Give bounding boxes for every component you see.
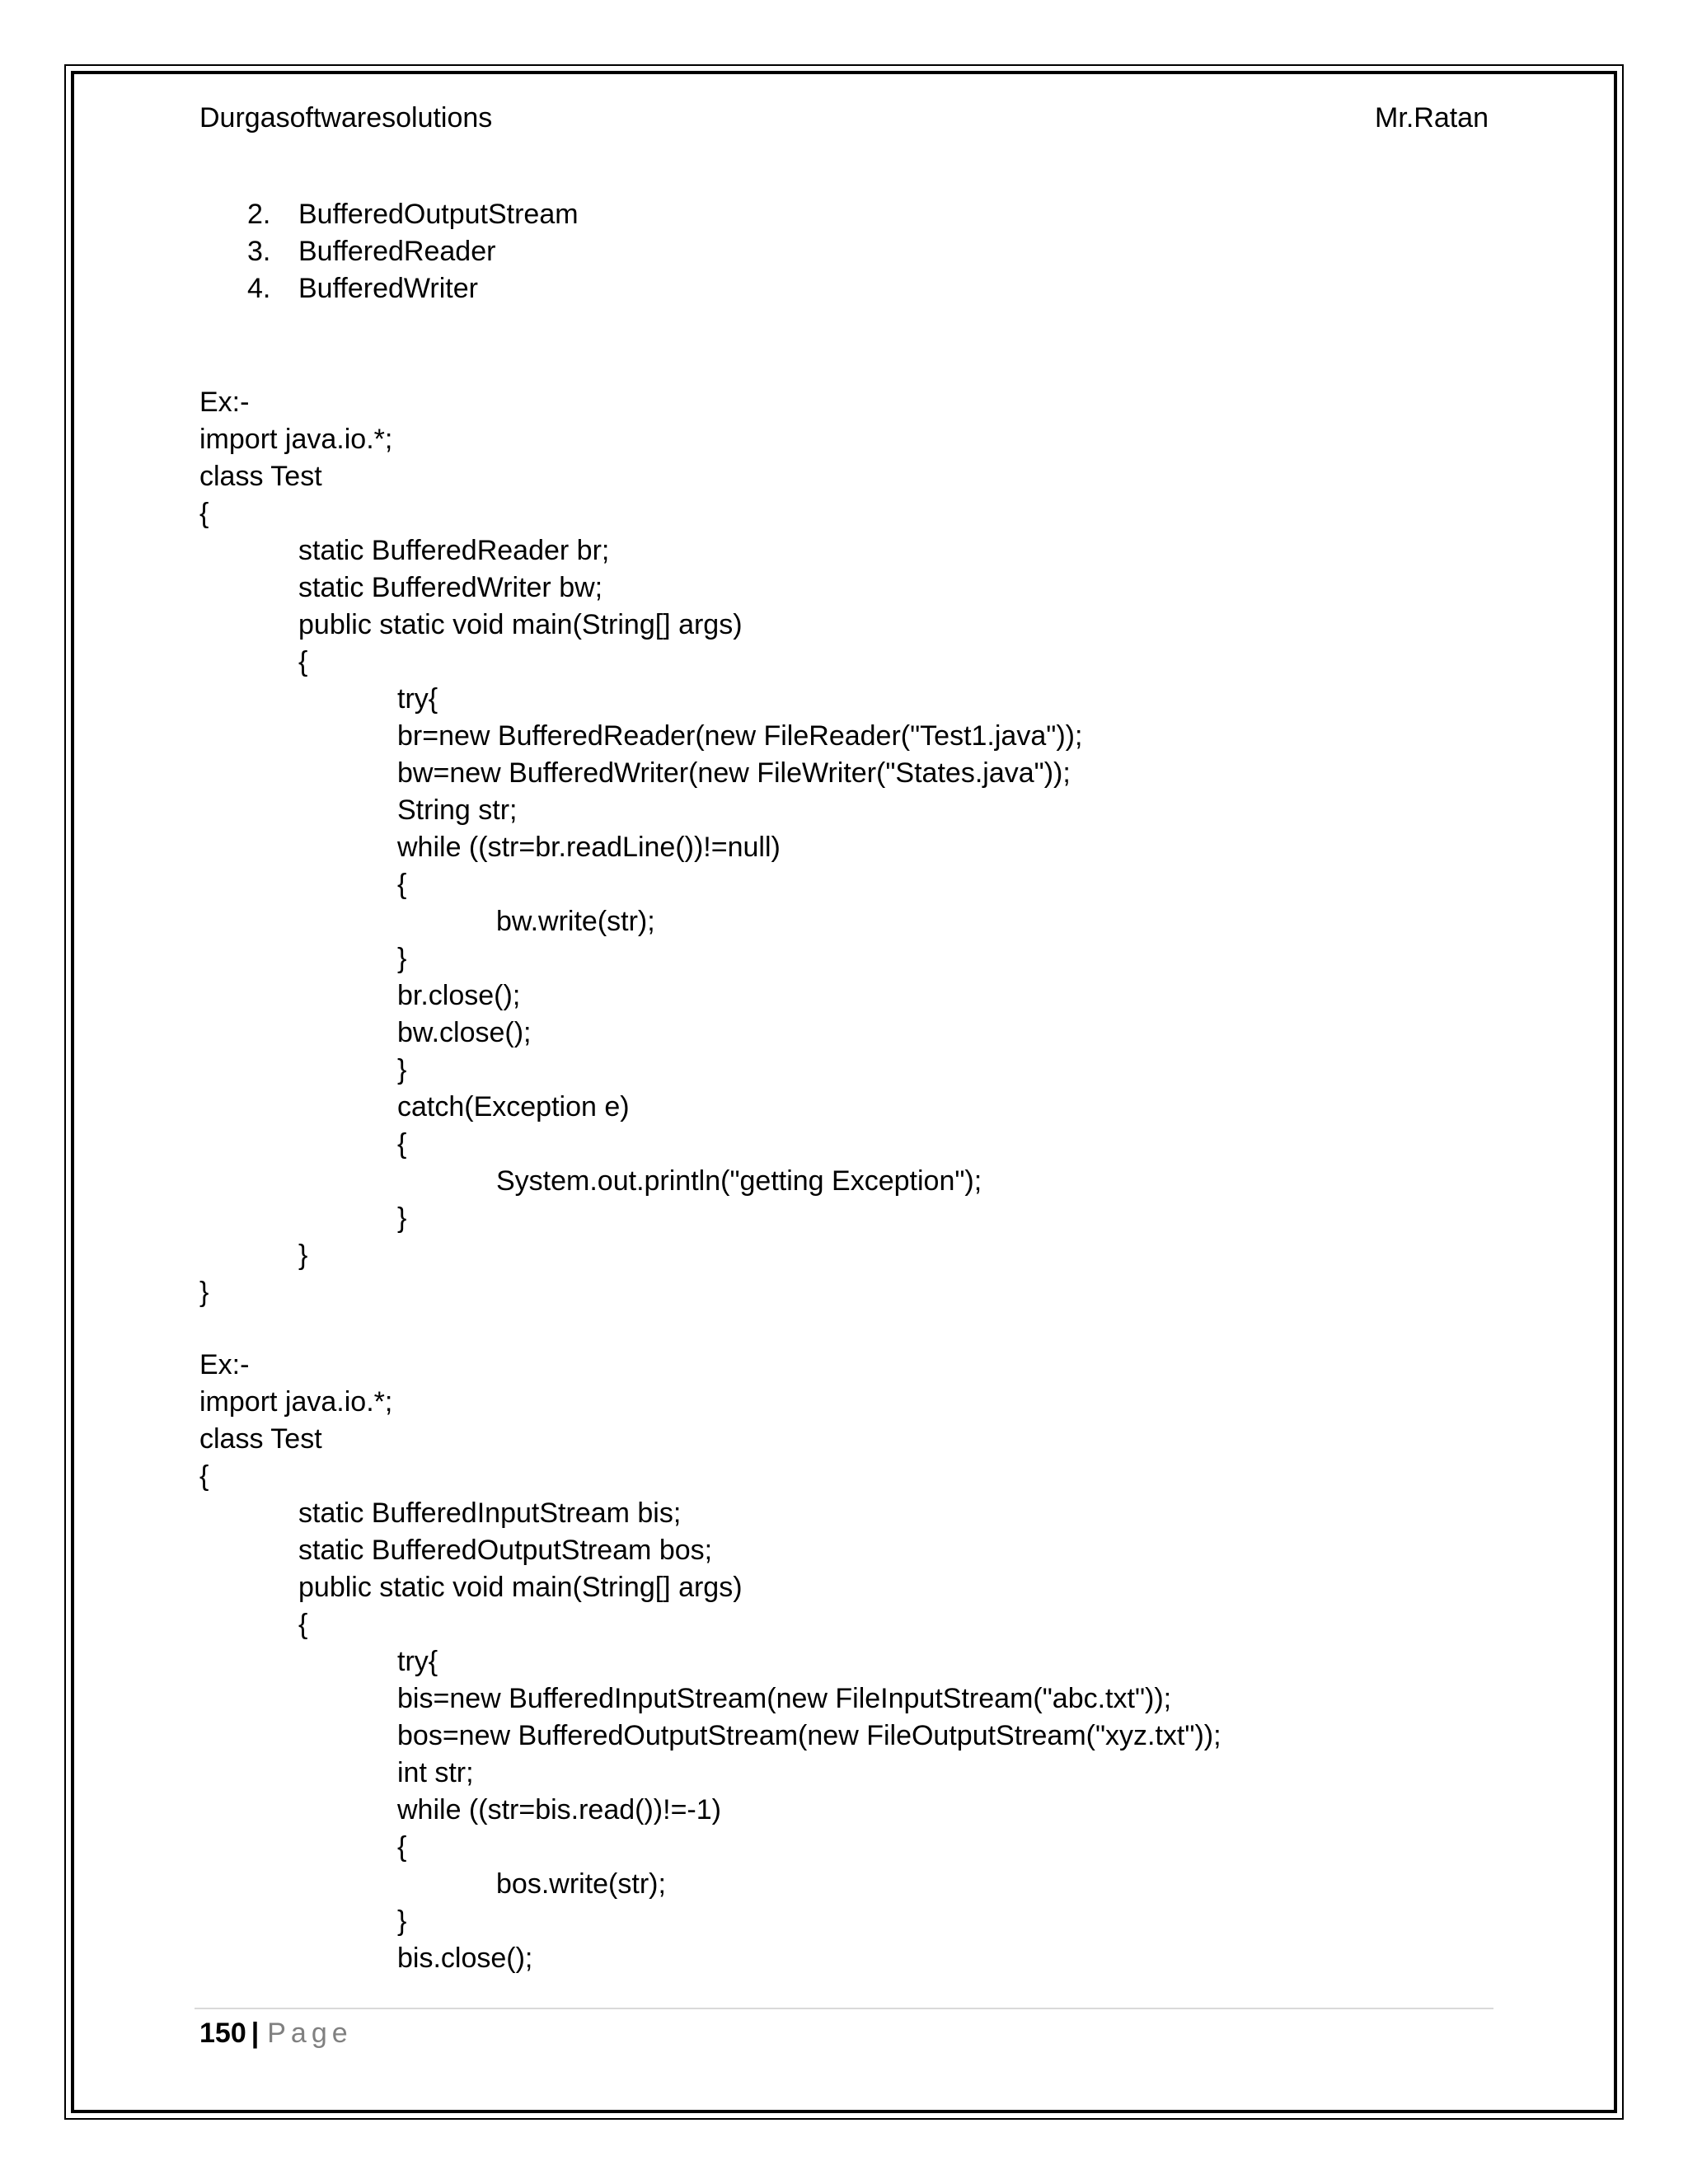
- code-example-1: [199, 384, 1082, 1311]
- list-number: 4.: [247, 273, 271, 304]
- code-line: }: [397, 1905, 407, 1937]
- list-text: BufferedOutputStream: [298, 199, 579, 230]
- code-line: bos.write(str);: [496, 1868, 666, 1900]
- code-line: {: [397, 1831, 407, 1863]
- code-line: bw=new BufferedWriter(new FileWriter("States.java"));: [397, 757, 1071, 789]
- code-line: String str;: [397, 794, 518, 826]
- code-line: int str;: [397, 1757, 474, 1788]
- code-line: bw.close();: [397, 1017, 532, 1048]
- code-line: try{: [397, 683, 438, 715]
- header-company: Durgasoftwaresolutions: [199, 102, 493, 134]
- footer-divider: [195, 2008, 1493, 2009]
- stream-class-list: [247, 196, 579, 307]
- code-line: Ex:-: [199, 1349, 250, 1380]
- code-line: import java.io.*;: [199, 424, 393, 455]
- code-line: System.out.println("getting Exception");: [496, 1165, 982, 1197]
- code-line: while ((str=br.readLine())!=null): [397, 832, 781, 863]
- code-line: bos=new BufferedOutputStream(new FileOutputStream("xyz.txt"));: [397, 1720, 1221, 1751]
- code-line: {: [397, 869, 407, 900]
- code-line: br.close();: [397, 980, 521, 1011]
- code-line: bis.close();: [397, 1943, 533, 1974]
- code-line: static BufferedReader br;: [298, 535, 610, 566]
- list-number: 2.: [247, 199, 271, 230]
- footer-separator: |: [251, 2018, 260, 2049]
- list-text: BufferedReader: [298, 236, 496, 267]
- code-line: class Test: [199, 1423, 322, 1455]
- page-footer: [199, 2013, 353, 2054]
- code-line: public static void main(String[] args): [298, 609, 743, 640]
- list-item: [247, 233, 579, 270]
- code-line: import java.io.*;: [199, 1386, 393, 1418]
- code-line: {: [298, 646, 308, 677]
- code-line: try{: [397, 1646, 438, 1677]
- list-number: 3.: [247, 236, 271, 267]
- code-line: {: [298, 1609, 308, 1640]
- code-line: static BufferedOutputStream bos;: [298, 1535, 713, 1566]
- code-line: bw.write(str);: [496, 906, 655, 937]
- code-line: bis=new BufferedInputStream(new FileInputStream("abc.txt"));: [397, 1683, 1172, 1714]
- code-line: {: [199, 1460, 209, 1492]
- code-line: catch(Exception e): [397, 1091, 630, 1122]
- code-line: class Test: [199, 461, 322, 492]
- code-line: br=new BufferedReader(new FileReader("Test1.java"));: [397, 720, 1083, 752]
- code-line: }: [397, 1054, 407, 1085]
- list-item: [247, 196, 579, 233]
- code-line: }: [298, 1240, 308, 1271]
- list-text: BufferedWriter: [298, 273, 478, 304]
- code-example-2: [199, 1347, 1221, 1977]
- code-line: Ex:-: [199, 387, 250, 418]
- page-number: 150: [199, 2018, 246, 2049]
- header-author: Mr.Ratan: [1375, 102, 1489, 134]
- code-line: static BufferedWriter bw;: [298, 572, 603, 603]
- code-line: public static void main(String[] args): [298, 1572, 743, 1603]
- code-line: {: [397, 1128, 407, 1160]
- code-line: }: [199, 1277, 209, 1308]
- list-item: [247, 270, 579, 307]
- code-line: {: [199, 498, 209, 529]
- code-line: }: [397, 943, 407, 974]
- code-line: static BufferedInputStream bis;: [298, 1497, 682, 1529]
- page-label: Page: [267, 2018, 353, 2049]
- code-line: }: [397, 1202, 407, 1234]
- code-line: while ((str=bis.read())!=-1): [397, 1794, 721, 1825]
